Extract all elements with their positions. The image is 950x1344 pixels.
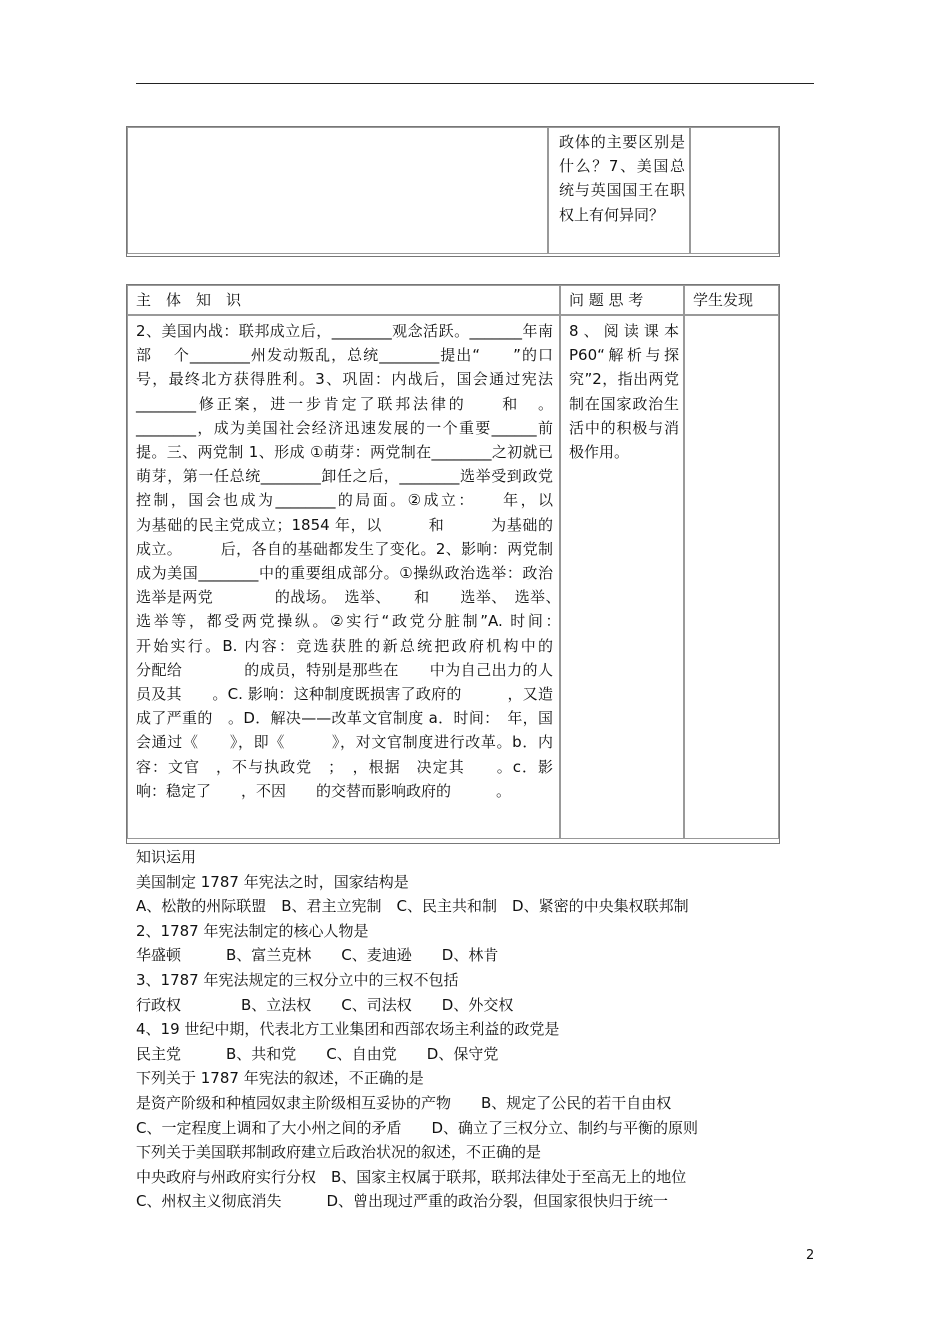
discovery-cell bbox=[684, 315, 779, 839]
question-text: 8、阅读课本P60“解析与探究”2，指出两党制在国家政治生活中的积极与消极作用。 bbox=[569, 322, 679, 462]
question-line: 4、19 世纪中期，代表北方工业集团和西部农场主利益的政党是 bbox=[136, 1020, 560, 1039]
main-table bbox=[126, 284, 780, 844]
exercise-section bbox=[136, 845, 816, 1214]
options-line: 民主党 B、共和党 C、自由党 D、保守党 bbox=[136, 1044, 499, 1063]
section-heading: 知识运用 bbox=[136, 848, 197, 866]
options-line: 华盛顿 B、富兰克林 C、麦迪逊 D、林肯 bbox=[136, 946, 499, 965]
question-line: 下列关于 1787 年宪法的叙述，不正确的是 bbox=[136, 1069, 424, 1088]
options-line: A、松散的州际联盟 B、君主立宪制 C、民主共和制 D、紧密的中央集权联邦制 bbox=[136, 897, 689, 916]
options-line: 行政权 B、立法权 C、司法权 D、外交权 bbox=[136, 995, 514, 1014]
question-line: 下列关于美国联邦制政府建立后政治状况的叙述，不正确的是 bbox=[136, 1143, 542, 1162]
page-number: 2 bbox=[806, 1248, 815, 1263]
header-discovery: 学生发现 bbox=[684, 285, 779, 315]
question-line: 3、1787 年宪法规定的三权分立中的三权不包括 bbox=[136, 970, 459, 989]
knowledge-text: 2、美国内战：联邦成立后，________观念活跃。_______年南部 个________州发动叛乱，总统________提出“ ”的口号，最终北方获得胜利。3、巩固：内战后，国会通过宪法________修正案，进一步肯定了联邦法律的 和 。________，成为美国社会经济迅速发展的一个重要______前提。三、两党制 1、形成 ①萌芽：两党制在________之初就已萌芽，第一任总统________卸任之后，________选举受到政党控制，国会也成为________的局面。②成立： 年，以 为基础的民主党成立；1854 年，以 和 为基础的 成立。 后，各自的基础都发生了变化。2、影响：两党制成为美国________中的重要组成部分。①操纵政治选举：政治选举是两党 的战场。 选举、 和 选举、 选举、 选举等，都受两党操纵。②实行“政党分脏制”A. 时间： 开始实行。B. 内容：竞选获胜的新总统把政府机构中的 分配给 的成员，特别是那些在 中为自己出力的人员及其 。C. 影响：这种制度既损害了政府的 ，又造成了严重的 。D．解决——改革文官制度 a．时间： 年，国会通过《 》，即《 》，对文官制度进行改革。b．内容：文官 ，不与执政党 ； ，根据 决定其 。c．影响：稳定了 ，不因 的交替而影响政府的 。 bbox=[136, 322, 614, 800]
discovery-text bbox=[685, 316, 778, 318]
discovery-cell-empty bbox=[690, 127, 779, 254]
question-cell bbox=[548, 127, 690, 254]
question-text: 政体的主要区别是什么？7、美国总统与英国国王在职权上有何异同？ bbox=[559, 133, 685, 224]
question-line: 2、1787 年宪法制定的核心人物是 bbox=[136, 921, 369, 940]
question-cell bbox=[560, 315, 684, 839]
options-line: C、一定程度上调和了大小州之间的矛盾 D、确立了三权分立、制约与平衡的原则 bbox=[136, 1118, 699, 1137]
options-line: C、州权主义彻底消失 D、曾出现过严重的政治分裂，但国家很快归于统一 bbox=[136, 1192, 669, 1211]
header-question: 问 题 思 考 bbox=[560, 285, 684, 315]
question-line: 美国制定 1787 年宪法之时，国家结构是 bbox=[136, 872, 409, 891]
header-rule bbox=[136, 83, 814, 84]
knowledge-cell bbox=[127, 315, 614, 839]
options-line: 是资产阶级和种植园奴隶主阶级相互妥协的产物 B、规定了公民的若干自由权 bbox=[136, 1093, 672, 1112]
header-knowledge: 主 体 知 识 bbox=[127, 285, 560, 315]
continuation-table bbox=[126, 126, 780, 257]
options-line: 中央政府与州政府实行分权 B、国家主权属于联邦，联邦法律处于至高无上的地位 bbox=[136, 1167, 687, 1186]
knowledge-cell-empty bbox=[127, 127, 548, 254]
